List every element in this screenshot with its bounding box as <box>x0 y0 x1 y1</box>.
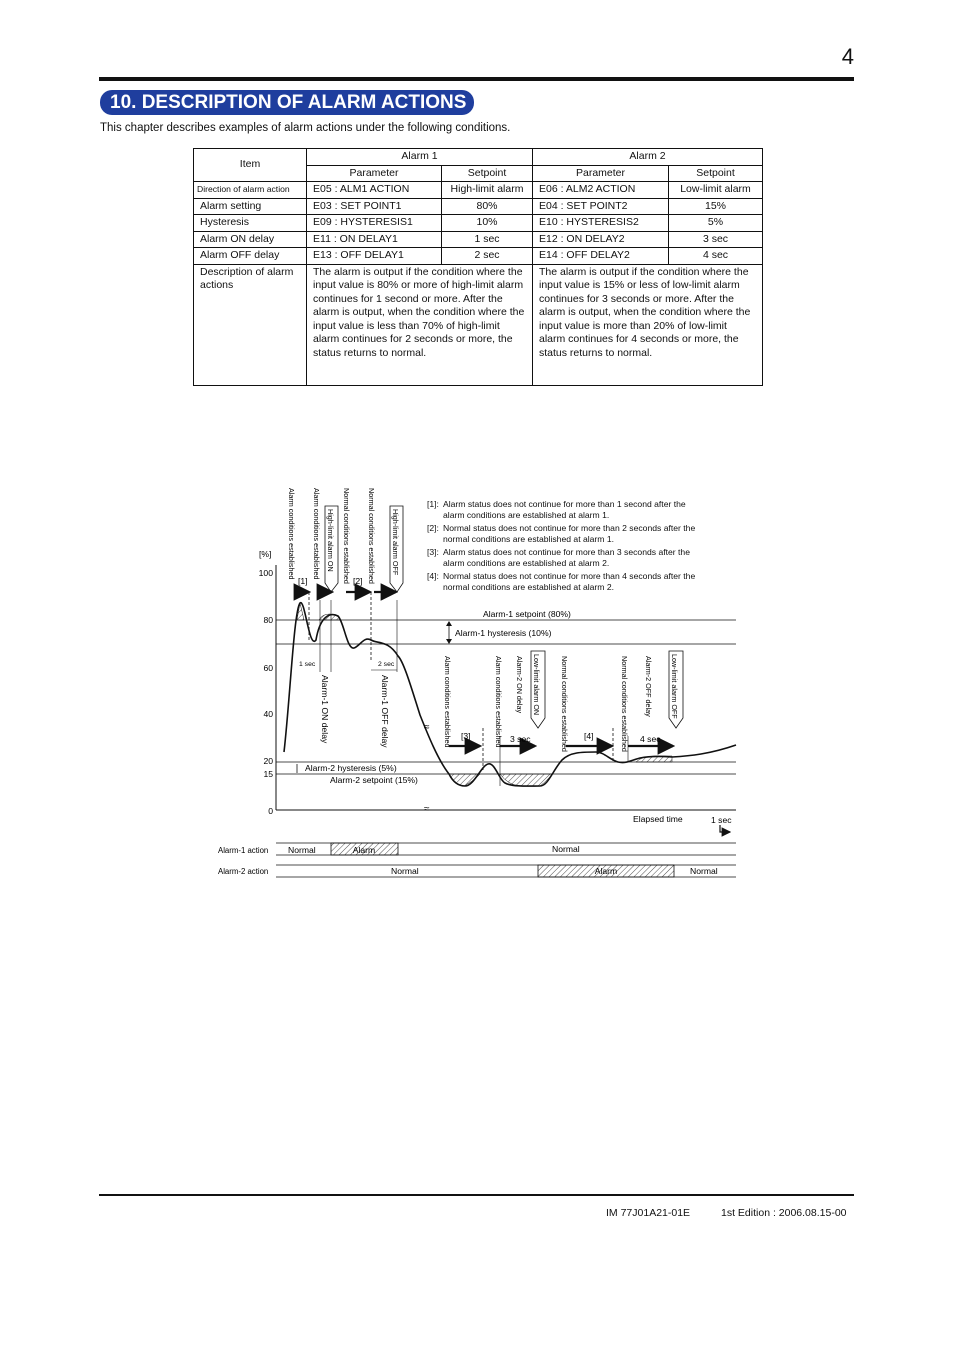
header-parameter: Parameter <box>533 165 669 182</box>
low-limit-alarm-on-label: Low-limit alarm ON <box>532 654 541 716</box>
section-title: 10. DESCRIPTION OF ALARM ACTIONS <box>100 90 474 115</box>
row-a2-set: 3 sec <box>669 231 763 248</box>
note-line: normal conditions are established at alarm 1. <box>443 534 615 544</box>
alarm2-action-label: Alarm-2 action <box>218 867 269 876</box>
row-a1-set: 80% <box>442 198 533 215</box>
low-limit-alarm-off-label: Low-limit alarm OFF <box>670 654 679 719</box>
mid-label: Alarm conditions established <box>443 656 452 748</box>
top-label: Normal conditions established <box>342 488 351 584</box>
row-a1-param: E05 : ALM1 ACTION <box>307 182 442 199</box>
high-limit-alarm-on-label: High-limit alarm ON <box>326 509 335 572</box>
row-a1-set: 1 sec <box>442 231 533 248</box>
row-a2-set: 4 sec <box>669 248 763 265</box>
note-line: Alarm status does not continue for more than 1 second after the <box>443 499 686 509</box>
mid-label: Normal conditions established <box>620 656 629 752</box>
note-tag: [1]: <box>427 499 439 509</box>
row-item: Direction of alarm action <box>194 182 307 199</box>
alarm2-hysteresis-label: Alarm-2 hysteresis (5%) <box>305 763 397 773</box>
bracket-2: [2] <box>353 576 363 586</box>
note-line: normal conditions are established at alarm 2. <box>443 582 615 592</box>
header-item: Item <box>194 149 307 182</box>
row-a1-param: E13 : OFF DELAY1 <box>307 248 442 265</box>
footer-edition: 1st Edition : 2006.08.15-00 <box>721 1207 847 1219</box>
row-a1-set: 10% <box>442 215 533 232</box>
mid-label: Alarm conditions established <box>494 656 503 748</box>
bottom-rule <box>99 1194 854 1196</box>
header-setpoint: Setpoint <box>442 165 533 182</box>
top-label: Normal conditions established <box>367 488 376 584</box>
alarm2-setpoint-label: Alarm-2 setpoint (15%) <box>330 775 418 785</box>
row-a2-param: E06 : ALM2 ACTION <box>533 182 669 199</box>
svg-text:≈: ≈ <box>424 722 430 733</box>
page-number: 4 <box>841 44 854 69</box>
header-alarm2: Alarm 2 <box>533 149 763 166</box>
high-limit-alarm-off-label: High-limit alarm OFF <box>391 509 400 576</box>
row-a2-param: E14 : OFF DELAY2 <box>533 248 669 265</box>
alarm1-hysteresis-label: Alarm-1 hysteresis (10%) <box>455 628 552 638</box>
row-item: Hysteresis <box>194 215 307 232</box>
note-tag: [2]: <box>427 523 439 533</box>
diagram-notes <box>427 499 695 592</box>
row-a2-set: 15% <box>669 198 763 215</box>
svg-text:≈: ≈ <box>424 804 430 815</box>
a1-off-delay-label: Alarm-1 OFF delay <box>380 675 390 748</box>
note-tag: [4]: <box>427 571 439 581</box>
three-sec-label: 3 sec <box>510 734 531 744</box>
row-item: Alarm setting <box>194 198 307 215</box>
alarm1-setpoint-label: Alarm-1 setpoint (80%) <box>483 609 571 619</box>
y-tick: 15 <box>263 769 273 779</box>
alarm1-action-label: Alarm-1 action <box>218 846 269 855</box>
row-a1-set: 2 sec <box>442 248 533 265</box>
row-a2-param: E12 : ON DELAY2 <box>533 231 669 248</box>
two-sec-label: 2 sec <box>378 661 395 668</box>
row-item: Alarm ON delay <box>194 231 307 248</box>
footer-doc-id: IM 77J01A21-01E <box>606 1207 691 1219</box>
x-unit-label: 1 sec <box>711 815 732 825</box>
y-unit: [%] <box>259 549 272 559</box>
header-alarm1: Alarm 1 <box>307 149 533 166</box>
row-a1-param: E11 : ON DELAY1 <box>307 231 442 248</box>
row-a1-param: E03 : SET POINT1 <box>307 198 442 215</box>
note-line: alarm conditions are established at alarm 2. <box>443 558 610 568</box>
y-tick: 100 <box>258 568 273 578</box>
one-sec-label: 1 sec <box>299 661 316 668</box>
mid-label: Alarm-2 OFF delay <box>644 656 653 717</box>
y-tick: 40 <box>263 709 273 719</box>
row-a2-param: E10 : HYSTERESIS2 <box>533 215 669 232</box>
note-line: Normal status does not continue for more than 4 seconds after the <box>443 571 696 581</box>
y-tick: 80 <box>263 615 273 625</box>
description-alarm2: The alarm is output if the condition where the input value is 15% or less of low-limit alarm continues for 3 seconds or more. After the alarm is output, when the condition where the input value is more than 20% of low-limit alarm continues for 4 seconds or more, the status returns to normal. <box>533 264 763 385</box>
row-a1-param: E09 : HYSTERESIS1 <box>307 215 442 232</box>
alarm1-alarm: Alarm <box>352 845 376 855</box>
alarm1-normal-2: Normal <box>552 844 580 854</box>
row-a2-set: Low-limit alarm <box>669 182 763 199</box>
bracket-1: [1] <box>298 576 308 586</box>
description-alarm1: The alarm is output if the condition where the input value is 80% or more of high-limit alarm continues for 1 second or more. After the alarm is output, when the condition where the input value is less than 70% of high-limit alarm continues for 2 seconds or more, the status returns to normal. <box>307 264 533 385</box>
description-item: Description of alarm actions <box>194 264 307 385</box>
y-tick: 60 <box>263 663 273 673</box>
note-tag: [3]: <box>427 547 439 557</box>
alarm2-normal-1: Normal <box>391 866 419 876</box>
bracket-3: [3] <box>461 731 471 741</box>
row-a1-set: High-limit alarm <box>442 182 533 199</box>
row-item: Alarm OFF delay <box>194 248 307 265</box>
intro-text: This chapter describes examples of alarm actions under the following conditions. <box>100 122 511 134</box>
alarm2-alarm: Alarm <box>594 866 618 876</box>
row-a2-set: 5% <box>669 215 763 232</box>
header-setpoint: Setpoint <box>669 165 763 182</box>
y-tick: 20 <box>263 756 273 766</box>
note-line: Alarm status does not continue for more than 3 seconds after the <box>443 547 690 557</box>
note-line: Normal status does not continue for more than 2 seconds after the <box>443 523 696 533</box>
mid-label: Normal conditions established <box>560 656 569 752</box>
mid-label: Alarm-2 ON delay <box>515 656 524 714</box>
top-label: Alarm conditions established <box>312 488 321 580</box>
alarm1-normal-1: Normal <box>288 845 316 855</box>
header-parameter: Parameter <box>307 165 442 182</box>
y-tick: 0 <box>268 806 273 816</box>
four-sec-label: 4 sec <box>640 734 661 744</box>
note-line: alarm conditions are established at alarm 1. <box>443 510 610 520</box>
a1-on-delay-label: Alarm-1 ON delay <box>320 675 330 744</box>
bracket-4: [4] <box>584 731 594 741</box>
alarm2-normal-2: Normal <box>690 866 718 876</box>
row-a2-param: E04 : SET POINT2 <box>533 198 669 215</box>
top-label: Alarm conditions established <box>287 488 296 580</box>
elapsed-time-label: Elapsed time <box>633 814 683 824</box>
